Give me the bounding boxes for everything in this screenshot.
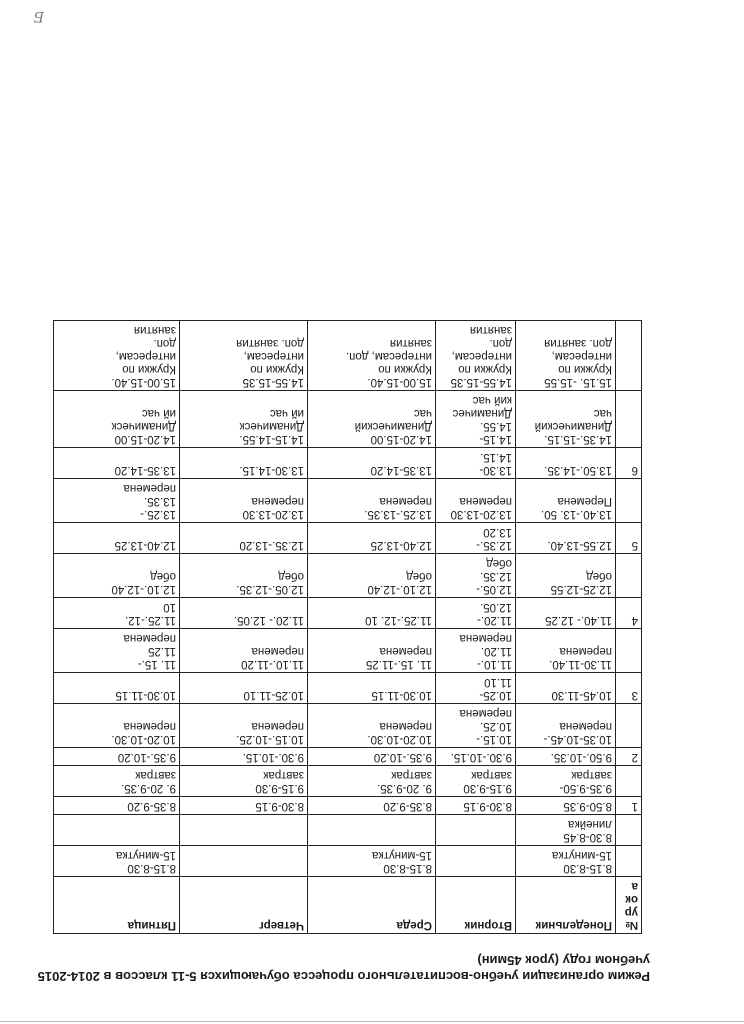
cell-monday: 9.35-9.50- завтрак bbox=[516, 766, 616, 797]
cell-friday: 8.15-8.30 15-минутка bbox=[54, 846, 180, 877]
cell-tuesday bbox=[436, 846, 516, 877]
cell-monday: 10.45-11.30 bbox=[516, 673, 616, 704]
table-row bbox=[54, 673, 642, 704]
cell-tuesday: 11.20.- 12.05. bbox=[436, 598, 516, 629]
cell-thursday bbox=[180, 815, 308, 846]
document-title: Режим организации учебно-воспитательного процесса обучающихся 5-11 классов в 2014-2015 учебном году (урок 45мин) bbox=[37, 953, 650, 984]
table-row bbox=[54, 797, 642, 815]
cell-friday: 14.20-15.00 Динамическ ий час bbox=[54, 391, 180, 448]
table-row bbox=[54, 766, 642, 797]
col-header-thursday: Четверг bbox=[180, 877, 308, 934]
cell-tuesday: 12.05.- 12.35. обед bbox=[436, 554, 516, 598]
cell-friday bbox=[54, 815, 180, 846]
lesson-number-cell: 2 bbox=[616, 748, 642, 766]
cell-wednesday: 12.40-13.25 bbox=[308, 523, 436, 554]
cell-wednesday: 9. 20-9.35. завтрак bbox=[308, 766, 436, 797]
cell-tuesday: 14.55-15.35 Кружки по интересам, доп. занятия bbox=[436, 321, 516, 391]
cell-friday: 10.20-10.30. перемена bbox=[54, 704, 180, 748]
lesson-number-cell bbox=[616, 846, 642, 877]
cell-thursday: 14.15-14.55. Динамическ ий час bbox=[180, 391, 308, 448]
cell-tuesday: 10.25- 11.10 bbox=[436, 673, 516, 704]
col-header-wednesday: Среда bbox=[308, 877, 436, 934]
cell-monday: 8.15-8.30 15-минутка bbox=[516, 846, 616, 877]
cell-tuesday: 8.30-9.15 bbox=[436, 797, 516, 815]
cell-thursday: 13.30-14.15. bbox=[180, 448, 308, 479]
lesson-number-cell: 5 bbox=[616, 523, 642, 554]
cell-tuesday: 13.20-13.30 перемена bbox=[436, 479, 516, 523]
cell-wednesday: 8.15-8.30 15-минутка bbox=[308, 846, 436, 877]
cell-friday: 13.25.- 13.35. перемена bbox=[54, 479, 180, 523]
lesson-number-cell bbox=[616, 479, 642, 523]
header-row bbox=[54, 877, 642, 934]
table-row bbox=[54, 391, 642, 448]
cell-wednesday: 9.35.-10.20 bbox=[308, 748, 436, 766]
cell-monday: 14.35.-15.15. Динамический час bbox=[516, 391, 616, 448]
cell-monday: 13.40.-13. 50. Перемена bbox=[516, 479, 616, 523]
cell-monday: 8.30-8.45 линейка bbox=[516, 815, 616, 846]
lesson-number-cell bbox=[616, 391, 642, 448]
lesson-number-cell: 4 bbox=[616, 598, 642, 629]
table-row bbox=[54, 815, 642, 846]
lesson-number-cell: 3 bbox=[616, 673, 642, 704]
table-row bbox=[54, 479, 642, 523]
cell-tuesday: 14.15- 14.55. Динамичес кий час bbox=[436, 391, 516, 448]
cell-tuesday: 9.15-9.30 завтрак bbox=[436, 766, 516, 797]
cell-thursday bbox=[180, 846, 308, 877]
cell-monday: 13.50.-14.35. bbox=[516, 448, 616, 479]
cell-thursday: 10.25-11.10 bbox=[180, 673, 308, 704]
lesson-number-cell bbox=[616, 766, 642, 797]
cell-friday: 10.30-11.15 bbox=[54, 673, 180, 704]
cell-wednesday: 12.10.-12.40 обед bbox=[308, 554, 436, 598]
cell-thursday: 14.55-15.35 Кружки по интересам, доп. занятия bbox=[180, 321, 308, 391]
cell-friday: 11.25.-12. 10 bbox=[54, 598, 180, 629]
cell-wednesday: 11. 15.-11.25 перемена bbox=[308, 629, 436, 673]
cell-friday: 9. 20-9.35. завтрак bbox=[54, 766, 180, 797]
cell-tuesday: 13.30- 14.15. bbox=[436, 448, 516, 479]
cell-monday: 15.15. -15.55 Кружки по интересам, доп. занятия bbox=[516, 321, 616, 391]
cell-thursday: 11.10.-11.20 перемена bbox=[180, 629, 308, 673]
cell-wednesday: 13.25.-13.35. перемена bbox=[308, 479, 436, 523]
handwritten-mark: Б bbox=[33, 8, 44, 24]
cell-monday: 9.50.-10.35. bbox=[516, 748, 616, 766]
cell-wednesday: 15.00-15.40. Кружки по интересам, доп. занятия bbox=[308, 321, 436, 391]
col-header-monday: Понедельник bbox=[516, 877, 616, 934]
cell-tuesday: 10.15.- 10.25. перемена bbox=[436, 704, 516, 748]
cell-friday: 15.00-15.40. Кружки по интересам, доп. занятия bbox=[54, 321, 180, 391]
cell-wednesday: 8.35-9.20 bbox=[308, 797, 436, 815]
lesson-number-cell: 1 bbox=[616, 797, 642, 815]
cell-thursday: 8.30-9.15 bbox=[180, 797, 308, 815]
cell-wednesday bbox=[308, 815, 436, 846]
cell-thursday: 13.20-13.30 перемена bbox=[180, 479, 308, 523]
schedule-table bbox=[53, 320, 642, 934]
page-edge bbox=[0, 1021, 744, 1022]
cell-monday: 11.40.- 12.25 bbox=[516, 598, 616, 629]
cell-wednesday: 14.20-15.00 Динамический час bbox=[308, 391, 436, 448]
cell-monday: 10.35-10.45.- перемена bbox=[516, 704, 616, 748]
lesson-number-cell: 6 bbox=[616, 448, 642, 479]
col-header-tuesday: Вторник bbox=[436, 877, 516, 934]
table-row bbox=[54, 629, 642, 673]
table-row bbox=[54, 523, 642, 554]
table-row bbox=[54, 598, 642, 629]
cell-thursday: 11.20.- 12.05. bbox=[180, 598, 308, 629]
cell-friday: 8.35-9.20 bbox=[54, 797, 180, 815]
cell-thursday: 12.05.-12.35. обед bbox=[180, 554, 308, 598]
cell-friday: 12.10.-12.40 обед bbox=[54, 554, 180, 598]
cell-monday: 8.50-9.35 bbox=[516, 797, 616, 815]
cell-wednesday: 10.30-11.15 bbox=[308, 673, 436, 704]
cell-thursday: 9.15-9.30 завтрак bbox=[180, 766, 308, 797]
cell-wednesday: 11.25.-12. 10 bbox=[308, 598, 436, 629]
cell-friday: 9.35.-10.20 bbox=[54, 748, 180, 766]
lesson-number-cell bbox=[616, 629, 642, 673]
table-row bbox=[54, 748, 642, 766]
cell-friday: 12.40-13.25 bbox=[54, 523, 180, 554]
lesson-number-cell bbox=[616, 554, 642, 598]
cell-thursday: 9.30.-10.15. bbox=[180, 748, 308, 766]
col-header-lesson-number: № урока bbox=[616, 877, 642, 934]
cell-friday: 13.35-14.20 bbox=[54, 448, 180, 479]
cell-monday: 12.55-13.40. bbox=[516, 523, 616, 554]
cell-thursday: 12.35.-13.20 bbox=[180, 523, 308, 554]
col-header-friday: Пятница bbox=[54, 877, 180, 934]
table-row bbox=[54, 448, 642, 479]
cell-tuesday bbox=[436, 815, 516, 846]
cell-tuesday: 9.30.-10.15. bbox=[436, 748, 516, 766]
cell-tuesday: 11.10.- 11.20. перемена bbox=[436, 629, 516, 673]
table-row bbox=[54, 704, 642, 748]
table-row bbox=[54, 554, 642, 598]
cell-tuesday: 12.35.- 13.20 bbox=[436, 523, 516, 554]
cell-friday: 11. 15.- 11.25 перемена bbox=[54, 629, 180, 673]
cell-wednesday: 10.20-10.30. перемена bbox=[308, 704, 436, 748]
lesson-number-cell bbox=[616, 815, 642, 846]
cell-thursday: 10.15.-10.25. перемена bbox=[180, 704, 308, 748]
cell-monday: 12.25-12.55 обед bbox=[516, 554, 616, 598]
cell-wednesday: 13.35-14.20 bbox=[308, 448, 436, 479]
cell-monday: 11.30-11.40. перемена bbox=[516, 629, 616, 673]
table-row bbox=[54, 321, 642, 391]
lesson-number-cell bbox=[616, 704, 642, 748]
table-row bbox=[54, 846, 642, 877]
lesson-number-cell bbox=[616, 321, 642, 391]
